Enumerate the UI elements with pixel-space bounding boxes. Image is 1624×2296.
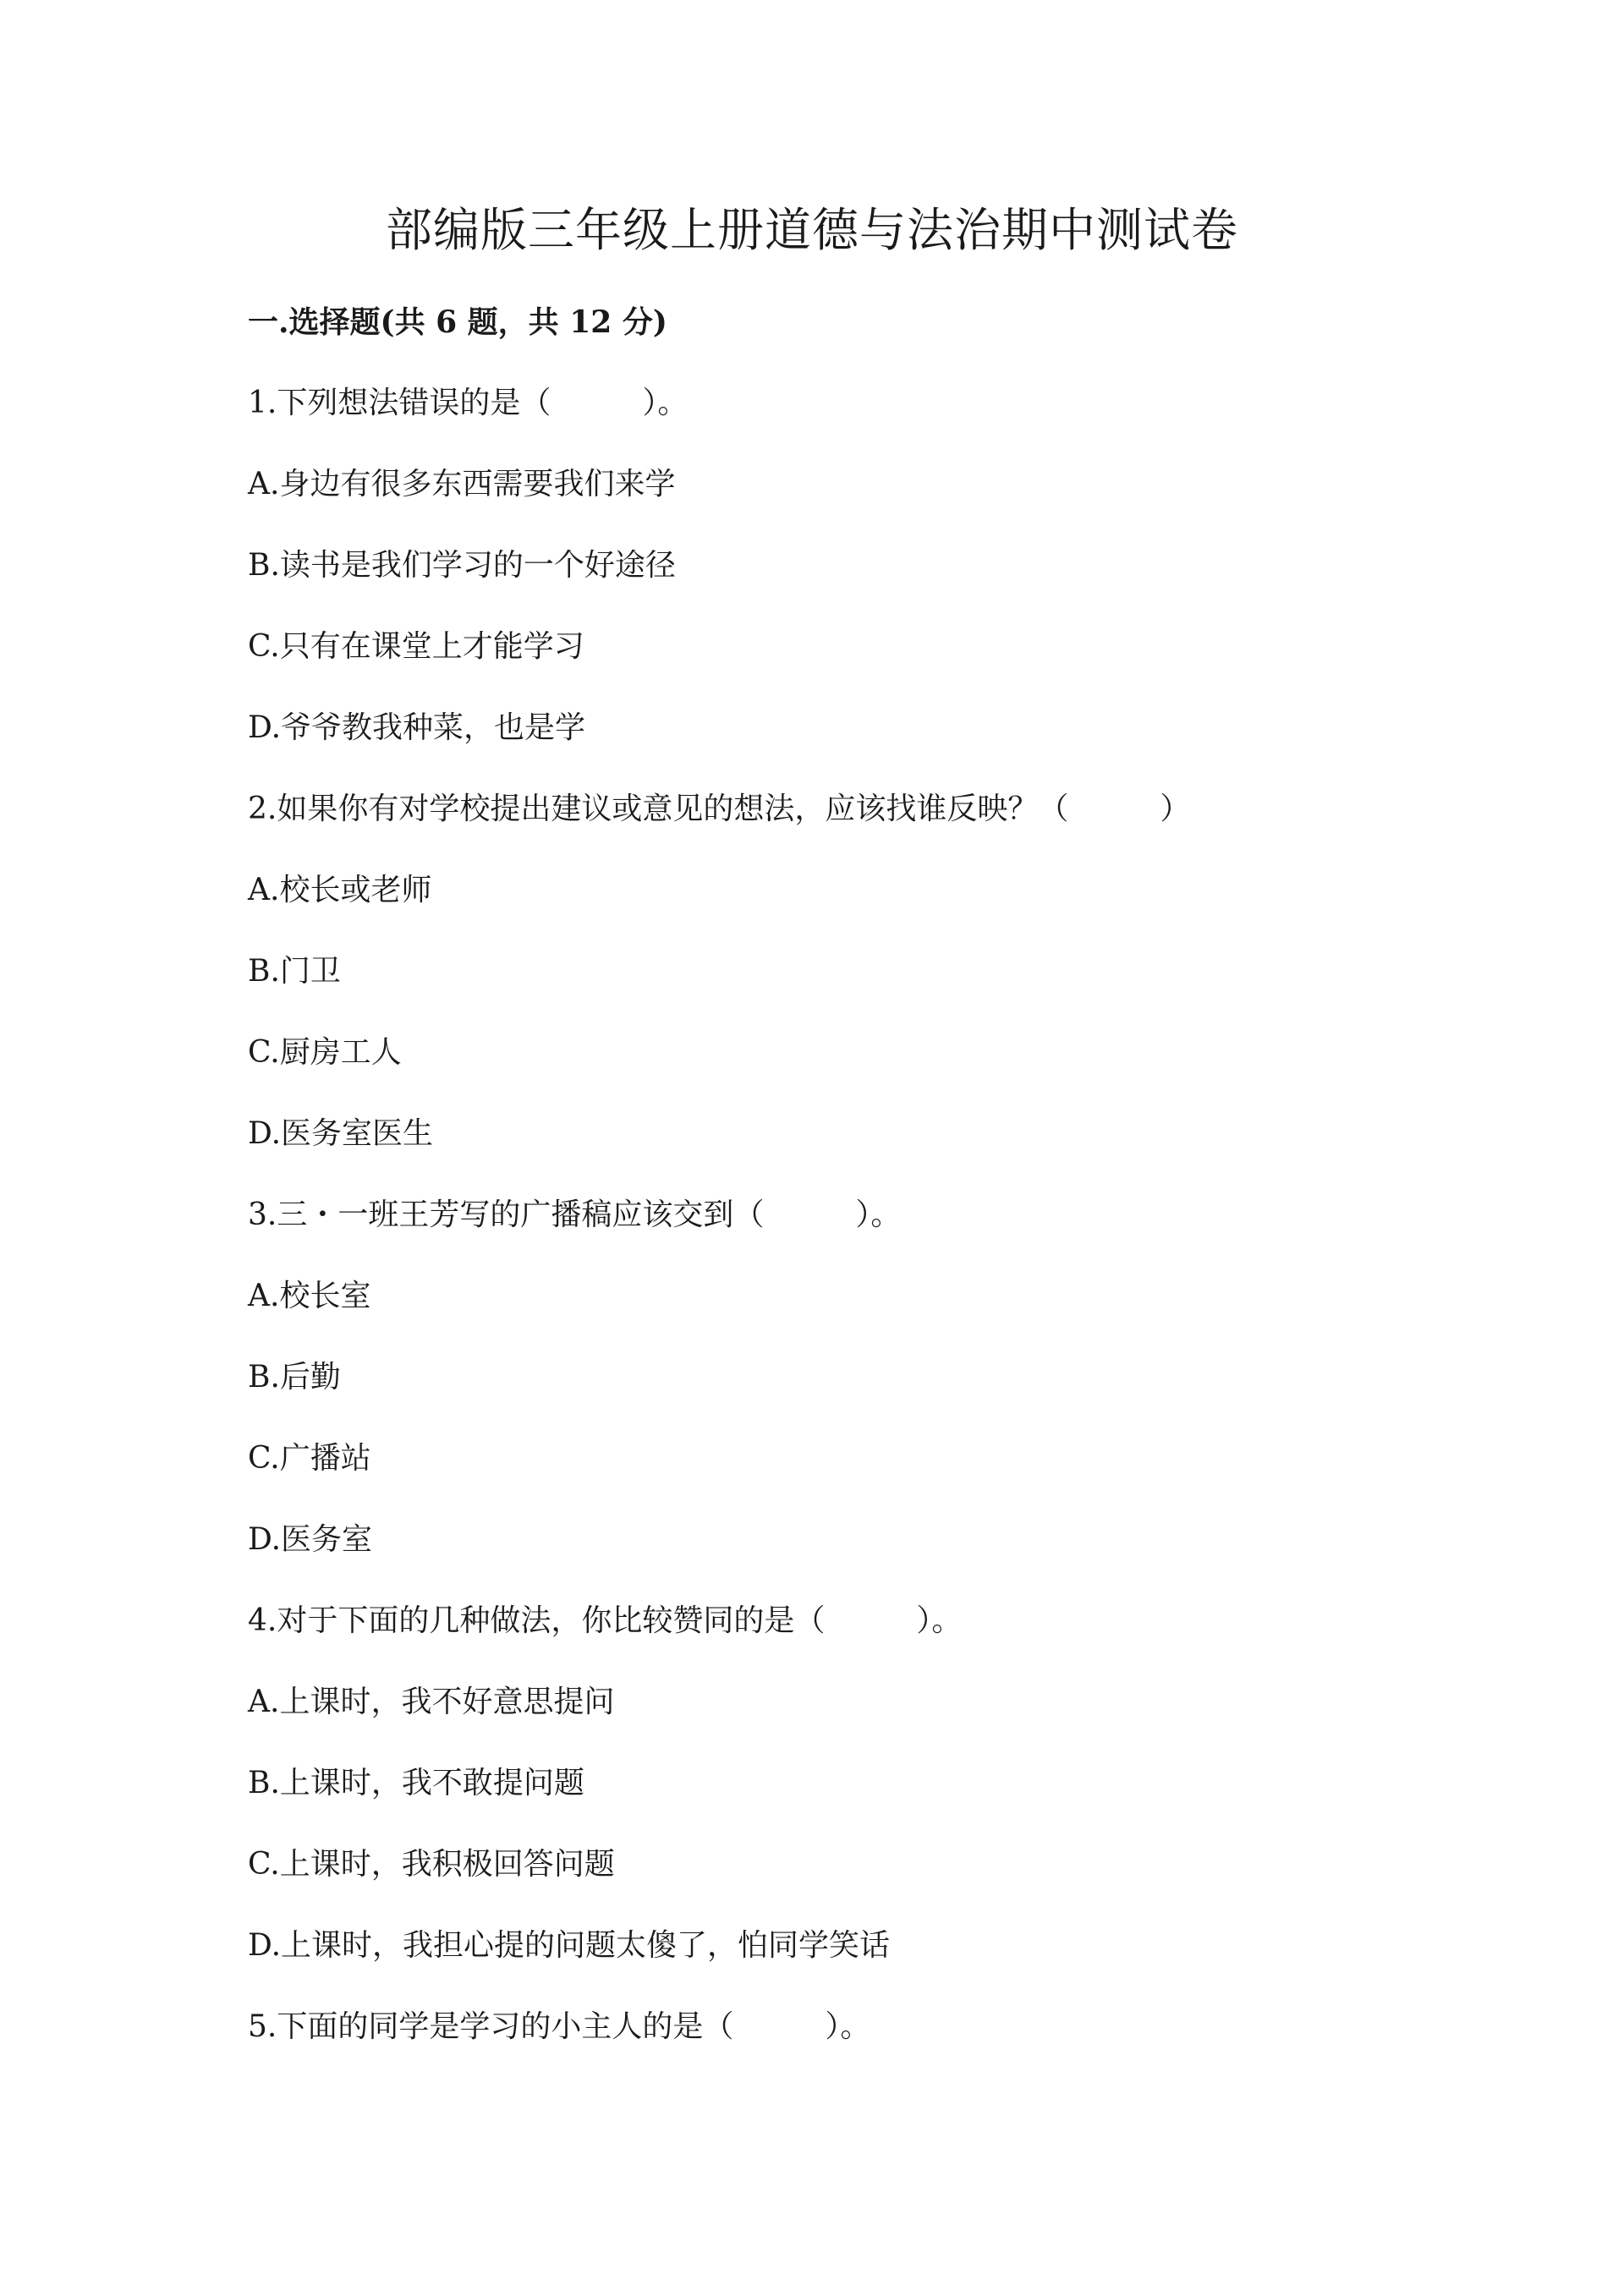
question-1-option-b: B.读书是我们学习的一个好途径 bbox=[248, 548, 676, 583]
question-4-option-b: B.上课时，我不敢提问题 bbox=[248, 1766, 584, 1800]
question-4-option-d: D.上课时，我担心提的问题太傻了，怕同学笑话 bbox=[248, 1928, 891, 1963]
page-title: 部编版三年级上册道德与法治期中测试卷 bbox=[385, 203, 1238, 257]
question-3-stem: 3.三・一班王芳写的广播稿应该交到（ ）。 bbox=[248, 1197, 902, 1232]
question-1-option-c: C.只有在课堂上才能学习 bbox=[248, 629, 584, 664]
question-1-option-d: D.爷爷教我种菜，也是学 bbox=[248, 710, 586, 745]
question-2-option-d: D.医务室医生 bbox=[248, 1116, 434, 1151]
question-4-option-c: C.上课时，我积极回答问题 bbox=[248, 1847, 615, 1882]
question-2-option-c: C.厨房工人 bbox=[248, 1035, 402, 1070]
question-4-stem: 4.对于下面的几种做法，你比较赞同的是（ ）。 bbox=[248, 1603, 963, 1638]
question-2-option-a: A.校长或老师 bbox=[248, 873, 432, 907]
question-3-option-c: C.广播站 bbox=[248, 1441, 371, 1476]
question-5-stem: 5.下面的同学是学习的小主人的是（ ）。 bbox=[248, 2009, 871, 2044]
question-3-option-a: A.校长室 bbox=[248, 1279, 371, 1313]
question-2-stem: 2.如果你有对学校提出建议或意见的想法，应该找谁反映？（ ） bbox=[248, 792, 1191, 826]
question-1-stem: 1.下列想法错误的是（ ）。 bbox=[248, 386, 689, 420]
question-4-option-a: A.上课时，我不好意思提问 bbox=[248, 1685, 615, 1719]
question-2-option-b: B.门卫 bbox=[248, 954, 341, 989]
section-heading: 一.选择题(共 6 题，共 12 分) bbox=[248, 304, 667, 340]
question-1-option-a: A.身边有很多东西需要我们来学 bbox=[248, 467, 676, 501]
question-3-option-d: D.医务室 bbox=[248, 1522, 373, 1557]
question-3-option-b: B.后勤 bbox=[248, 1360, 341, 1395]
